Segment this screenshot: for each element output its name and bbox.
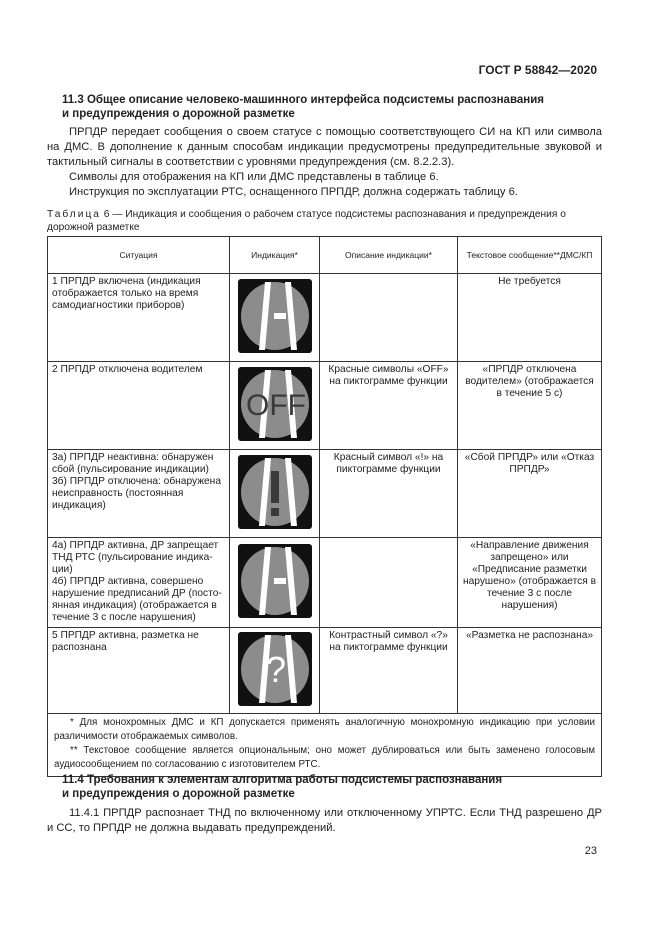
- section-11-3-title-line2: и предупреждения о дорожной разметке: [62, 108, 295, 120]
- table-row: [48, 362, 602, 450]
- table-row: [48, 628, 602, 714]
- section-11-4-title-line2: и предупреждения о дорожной разметке: [62, 788, 295, 800]
- question-symbol: ?: [265, 648, 286, 690]
- lane-icon-off: [238, 367, 312, 441]
- table-note: ** Текстовое сообщение является опциональным; оно может дублироваться или быть заменено голосовым аудиосообщением по согласованию с изготовителем РТС.: [54, 745, 595, 770]
- table-header-row: [48, 237, 602, 274]
- lane-icon-unknown: [238, 632, 312, 706]
- section-11-3-text: [47, 125, 602, 200]
- lane-icon-violation: [238, 544, 312, 618]
- standard-number: ГОСТ Р 58842—2020: [478, 63, 597, 77]
- description-cell: Красные символы «OFF» на пиктограмме функции: [320, 362, 458, 450]
- table-notes-row: [48, 714, 602, 777]
- section-11-3-title-line1: 11.3 Общее описание человеко-машинного интерфейса подсистемы распознавания: [62, 94, 544, 106]
- header-message: Текстовое сообщение**ДМС/КП: [458, 237, 602, 274]
- off-symbol: OFF: [245, 388, 306, 422]
- description-cell: [320, 274, 458, 362]
- paragraph: ПРПДР передает сообщения о своем статусе с помощью соответствующего СИ на КП или символа на ДМС. В дополнение к данным способам индикации предусмотрены предупредительные звуковой и тактильный сигналы в соответствии с уровнями предупреждения (см. 8.2.2.3).: [47, 126, 602, 168]
- description-cell: [320, 538, 458, 628]
- indication-cell: [230, 362, 320, 450]
- message-cell: «ПРПДР отключена водителем» (отображается в течение 5 с): [458, 362, 602, 450]
- description-cell: Красный символ «!» на пиктограмме функции: [320, 450, 458, 538]
- message-cell: «Направление движения запрещено» или «Предписание разметки нарушено» (отображается в течение 3 с после нарушения): [458, 538, 602, 628]
- indication-cell: [230, 274, 320, 362]
- table-note: * Для монохромных ДМС и КП допускается применять аналогичную монохромную индикацию при условии различимости отображаемых символов.: [54, 717, 595, 742]
- indication-cell: [230, 450, 320, 538]
- table-caption-label: Таблица: [47, 209, 101, 220]
- situation-cell: 4а) ПРПДР активна, ДР запрещает ТНД РТС (пульсирование индика-ции) 4б) ПРПДР активна, совершено нарушение предписаний ДР (посто-янная индикация) (отображается в течение 3 с после нарушения): [48, 538, 230, 628]
- indication-table: [47, 236, 602, 777]
- situation-cell: 2 ПРПДР отключена водителем: [48, 362, 230, 450]
- indication-cell: [230, 538, 320, 628]
- table-caption-text: 6 — Индикация и сообщения о рабочем статусе подсистемы распознавания и предупреждения о дорожной разметке: [47, 209, 566, 233]
- message-cell: Не требуется: [458, 274, 602, 362]
- page-number: 23: [584, 845, 597, 857]
- table-row: [48, 538, 602, 628]
- table-row: [48, 274, 602, 362]
- situation-cell: 3а) ПРПДР неактивна: обнаружен сбой (пульсирование индикации) 3б) ПРПДР отключена: обнаружена неисправность (постоянная индикация): [48, 450, 230, 538]
- table-row: [48, 450, 602, 538]
- section-11-3-title: [62, 93, 602, 121]
- section-11-4-text: [47, 806, 602, 836]
- description-cell: Контрастный символ «?» на пиктограмме функции: [320, 628, 458, 714]
- paragraph: 11.4.1 ПРПДР распознает ТНД по включенному или отключенному УПРТС. Если ТНД разрешено ДР и СС, то ПРПДР не должна выдавать предупреждений.: [47, 807, 602, 834]
- situation-cell: 1 ПРПДР включена (индикация отображается только на время самодиагностики приборов): [48, 274, 230, 362]
- message-cell: «Разметка не распознана»: [458, 628, 602, 714]
- table-caption: [47, 208, 602, 234]
- header-description: Описание индикации*: [320, 237, 458, 274]
- paragraph: Инструкция по эксплуатации РТС, оснащенного ПРПДР, должна содержать таблицу 6.: [69, 186, 518, 198]
- lane-icon-on: [238, 279, 312, 353]
- situation-cell: 5 ПРПДР активна, разметка не распознана: [48, 628, 230, 714]
- table-notes: [48, 714, 602, 777]
- paragraph: Символы для отображения на КП или ДМС представлены в таблице 6.: [69, 171, 439, 183]
- message-cell: «Сбой ПРПДР» или «Отказ ПРПДР»: [458, 450, 602, 538]
- indication-cell: [230, 628, 320, 714]
- header-indication: Индикация*: [230, 237, 320, 274]
- header-situation: Ситуация: [48, 237, 230, 274]
- section-11-4-title-line1: 11.4 Требования к элементам алгоритма работы подсистемы распознавания: [62, 774, 503, 786]
- lane-icon-fault: [238, 455, 312, 529]
- section-11-4-title: [62, 773, 602, 801]
